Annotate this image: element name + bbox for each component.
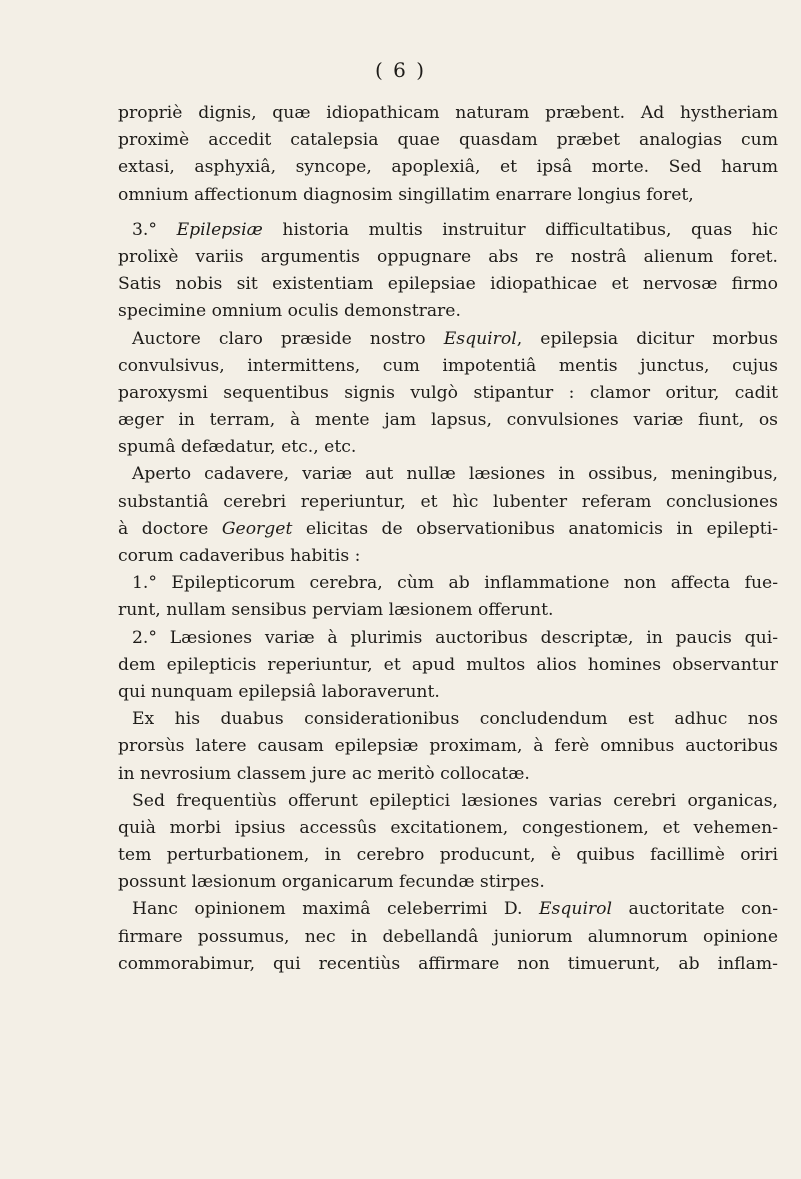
text-line bbox=[118, 217, 778, 244]
text-line bbox=[118, 896, 778, 923]
italic-name: Georget bbox=[221, 518, 293, 539]
text-line: in nevrosium classem jure ac meritò collocatæ. bbox=[118, 763, 530, 784]
text-line: tem perturbationem, in cerebro producunt, è quibus facillimè oriri bbox=[118, 845, 778, 866]
text-line: Ex his duabus considerationibus concludendum est adhuc nos bbox=[132, 709, 778, 730]
text-segment: Auctore claro præside nostro bbox=[132, 328, 444, 349]
text-line: Aperto cadavere, variæ aut nullæ læsiones in ossibus, meningibus, bbox=[132, 464, 778, 485]
text-line: Sed frequentiùs offerunt epileptici læsiones varias cerebri organicas, bbox=[132, 790, 778, 811]
page-number: ( 6 ) bbox=[374, 58, 427, 82]
text-line: æger in terram, à mente jam lapsus, convulsiones variæ fiunt, os bbox=[118, 410, 778, 431]
text-line: dem epilepticis reperiuntur, et apud multos alios homines observantur bbox=[118, 654, 778, 675]
text-line: paroxysmi sequentibus signis vulgò stipantur : clamor oritur, cadit bbox=[118, 382, 778, 403]
text-line bbox=[118, 326, 778, 353]
text-segment: à doctore bbox=[118, 518, 222, 539]
text-line: 1.° Epilepticorum cerebra, cùm ab inflammatione non affecta fue- bbox=[132, 573, 778, 594]
text-line: spumâ defædatur, etc., etc. bbox=[118, 437, 357, 458]
text-line: propriè dignis, quæ idiopathicam naturam præbent. Ad hystheriam bbox=[118, 103, 778, 123]
italic-name: Esquirol bbox=[443, 328, 517, 349]
text-line: Satis nobis sit existentiam epilepsiae idiopathicae et nervosæ firmo bbox=[118, 274, 778, 295]
text-line: specimine omnium oculis demonstrare. bbox=[118, 301, 461, 322]
text-line: commorabimur, qui recentiùs affirmare non timuerunt, ab inflam- bbox=[118, 953, 778, 974]
text-line bbox=[118, 516, 778, 543]
text-line: prolixè variis argumentis oppugnare abs re nostrâ alienum foret. bbox=[118, 246, 778, 267]
text-line: substantiâ cerebri reperiuntur, et hìc lubenter referam conclusiones bbox=[118, 491, 778, 512]
text-line: 2.° Læsiones variæ à plurimis auctoribus descriptæ, in paucis qui- bbox=[132, 627, 778, 648]
text-segment: auctoritate con- bbox=[612, 899, 779, 920]
text-line: prorsùs latere causam epilepsiæ proximam, à ferè omnibus auctoribus bbox=[118, 736, 778, 757]
text-line: possunt læsionum organicarum fecundæ stirpes. bbox=[118, 872, 545, 893]
text-line: omnium affectionum diagnosim singillatim enarrare longius foret, bbox=[118, 184, 694, 205]
text-segment: , epilepsia dicitur morbus bbox=[516, 328, 778, 349]
text-line: convulsivus, intermittens, cum impotentiâ mentis junctus, cujus bbox=[118, 355, 778, 376]
italic-name: Epilepsiæ bbox=[176, 219, 263, 240]
text-line: extasi, asphyxiâ, syncope, apoplexiâ, et ipsâ morte. Sed harum bbox=[118, 157, 778, 178]
text-segment: 3.° bbox=[132, 219, 177, 240]
text-segment: historia multis instruitur difficultatibus, quas hic bbox=[262, 219, 778, 240]
text-line: quià morbi ipsius accessûs excitationem, congestionem, et vehemen- bbox=[118, 817, 778, 838]
text-line: proximè accedit catalepsia quae quasdam præbet analogias cum bbox=[118, 130, 778, 151]
body-text bbox=[118, 100, 778, 978]
italic-name: Esquirol bbox=[539, 899, 613, 920]
text-line: runt, nullam sensibus perviam læsionem offerunt. bbox=[118, 600, 554, 621]
text-segment: Hanc opinionem maximâ celeberrimi D. bbox=[132, 899, 540, 920]
text-segment: elicitas de observationibus anatomicis in epilepti- bbox=[292, 518, 779, 539]
text-line: qui nunquam epilepsiâ laboraverunt. bbox=[118, 681, 440, 702]
text-line: corum cadaveribus habitis : bbox=[118, 546, 361, 566]
text-line: firmare possumus, nec in debellandâ juniorum alumnorum opinione bbox=[118, 926, 778, 947]
